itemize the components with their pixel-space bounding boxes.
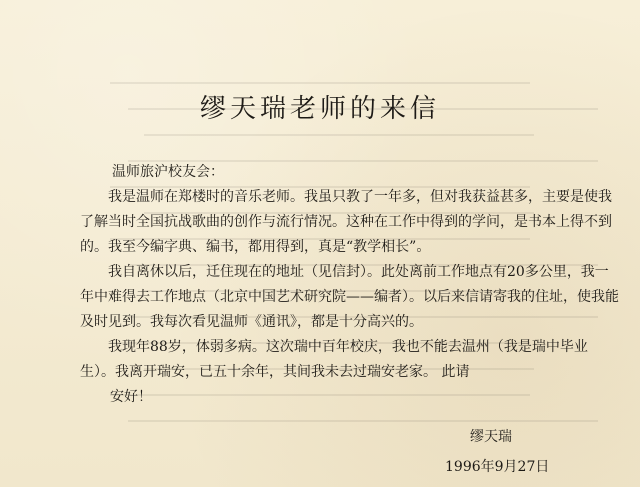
closing-line: 安好！ (110, 389, 152, 405)
paragraph: 我自离休以后，迁住现在的地址（见信封）。此处离前工作地点有20多公里，我一年中难得去工作地点（北京中国艺术研究院——编者）。以后来信请寄我的住址，使我能及时见到。我每次看见温师《通讯》，都是十分高兴的。 (80, 264, 619, 330)
bleed-through-line (128, 420, 598, 422)
greeting: 温师旅沪校友会： (112, 164, 224, 180)
bleed-through-line (144, 134, 534, 136)
paragraph: 我是温师在郑楼时的音乐老师。我虽只教了一年多，但对我获益甚多，主要是使我了解当时全国抗战歌曲的创作与流行情况。这种在工作中得到的学问，是书本上得不到的。我至今编字典、编书，都用得到，真是“教学相长”。 (80, 189, 612, 255)
page-title: 缪天瑞老师的来信 (199, 94, 440, 124)
date-line: 1996年9月27日 (445, 459, 550, 475)
bleed-through-line (110, 82, 530, 84)
signature: 缪天瑞 (470, 429, 512, 445)
letter-body (80, 160, 620, 410)
paragraph: 我现年88岁，体弱多病。这次瑞中百年校庆，我也不能去温州（我是瑞中毕业生）。我离开瑞安，已五十余年，其间我未去过瑞安老家。 此请 (80, 339, 588, 380)
